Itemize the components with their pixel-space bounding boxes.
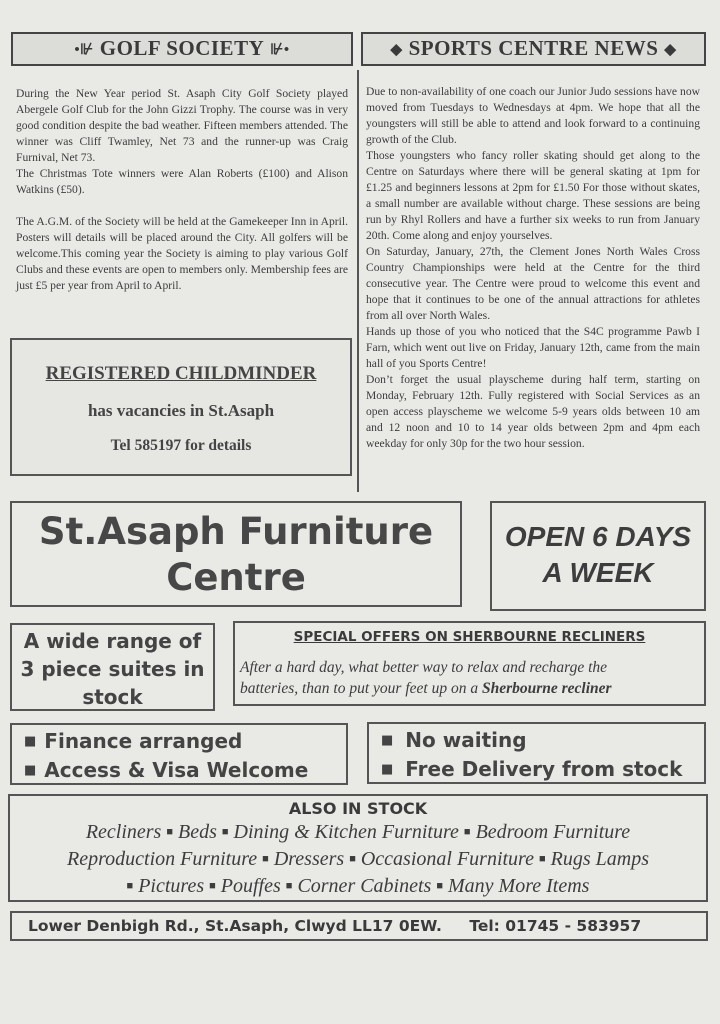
bullet-icon: ■ xyxy=(349,853,356,865)
special-offers-line-2 xyxy=(240,678,704,699)
sports-paragraph-1: Due to non-availability of one coach our Junior Judo sessions have now moved from Tuesdays to Wednesdays at 4pm. We hope that all the youngsters will still be able to attend and look forward to a continuing growth of the Club. xyxy=(366,85,700,146)
also-in-stock-box xyxy=(8,794,708,902)
range-line-3: stock xyxy=(82,685,143,709)
stock-item: Rugs Lamps xyxy=(550,848,649,870)
special-offers-line-2-text: batteries, than to put your feet up on a xyxy=(240,680,482,697)
bullet-icon: ■ xyxy=(436,880,443,892)
bullet-icon: ■ xyxy=(221,826,229,838)
sports-paragraph-2: Those youngsters who fancy roller skating should get along to the Centre on Saturdays where there will be general skating at 1pm for £1.25 and beginners lessons at 2pm for £1.50 For those without skates, a small number are available without charge. These sessions are being run by Rhyl Rollers and have a further six weeks to run from January 20th. Come along and enjoy yourselves. xyxy=(366,149,700,242)
access-visa-item xyxy=(24,756,346,785)
bullet-icon: ■ xyxy=(209,880,216,892)
address-text: Lower Denbigh Rd., St.Asaph, Clwyd LL17 0EW. xyxy=(28,917,442,935)
range-line-2: 3 piece suites in xyxy=(20,657,205,681)
sports-centre-header xyxy=(361,32,706,66)
sports-paragraph-5: Don’t forget the usual playscheme during half term, starting on Monday, February 12th. Fully registered with Social Services as an open access playscheme we welcome 5-9 years olds between 10 am and 12 noon and 10 to 14 year olds between 2pm and 4pm each weekday for only 30p for the two hour session. xyxy=(366,373,700,450)
stock-item: Pictures xyxy=(138,875,205,897)
diamond-left-icon: ◆ xyxy=(390,42,403,59)
sherbourne-recliner-text: Sherbourne recliner xyxy=(481,680,612,697)
ornament-right-icon: ⊮• xyxy=(270,42,290,59)
golf-article xyxy=(16,86,348,294)
stock-item: Occasional Furniture xyxy=(360,848,534,870)
stock-item: Many More Items xyxy=(448,875,590,897)
address-bar xyxy=(10,911,708,941)
suites-range-box xyxy=(10,623,215,711)
furniture-centre-title-box xyxy=(10,501,462,607)
golf-paragraph-3: The A.G.M. of the Society will be held at the Gamekeeper Inn in April. Posters will details will be placed around the City. All golfers will be welcome.This coming year the Society is aiming to play various Golf Clubs and these events are open to members only. Membership fees are just £5 per year from April to April. xyxy=(16,215,348,292)
column-divider xyxy=(357,70,359,492)
bullet-icon: ■ xyxy=(285,880,293,892)
stock-item: Dressers xyxy=(273,848,345,870)
childminder-title: REGISTERED CHILDMINDER xyxy=(45,363,317,384)
bullet-icon: ■ xyxy=(463,826,471,838)
bullet-icon: ■ xyxy=(24,763,37,778)
special-offers-line-1: After a hard day, what better way to relax and recharge the xyxy=(240,659,608,676)
golf-paragraph-2: The Christmas Tote winners were Alan Roberts (£100) and Alison Watkins (£50). xyxy=(16,167,348,196)
childminder-phone: Tel 585197 for details xyxy=(110,437,252,454)
bullet-icon: ■ xyxy=(381,762,394,777)
furniture-title-line-2: Centre xyxy=(166,556,306,599)
bullet-icon: ■ xyxy=(166,826,173,838)
stock-item: Reproduction Furniture xyxy=(67,848,258,870)
telephone-text: Tel: 01745 - 583957 xyxy=(469,917,642,935)
sports-centre-title: SPORTS CENTRE NEWS xyxy=(408,36,659,60)
range-line-1: A wide range of xyxy=(23,629,202,653)
stock-item: Bedroom Furniture xyxy=(475,821,631,843)
access-visa-label: Access & Visa Welcome xyxy=(44,758,309,782)
stock-item: Beds xyxy=(178,821,217,843)
stock-item: Dining & Kitchen Furniture xyxy=(233,821,459,843)
stock-item: Pouffes xyxy=(220,875,281,897)
stock-item: Recliners xyxy=(85,821,162,843)
no-waiting-label: No waiting xyxy=(405,728,527,752)
open-days-line-2: A WEEK xyxy=(542,557,654,588)
childminder-ad xyxy=(10,338,352,476)
open-days-line-1: OPEN 6 DAYS xyxy=(504,521,692,552)
free-delivery-item xyxy=(381,755,704,784)
stock-row-2 xyxy=(10,846,706,873)
bullet-icon: ■ xyxy=(538,853,546,865)
stock-item: Corner Cabinets xyxy=(297,875,432,897)
sports-paragraph-4: Hands up those of you who noticed that the S4C programme Pawb I Farn, which went out live on Friday, January 12th, came from the main hall of you Sports Centre! xyxy=(366,325,700,370)
childminder-vacancies: has vacancies in St.Asaph xyxy=(87,401,275,420)
bullet-icon: ■ xyxy=(262,853,269,865)
no-waiting-item xyxy=(381,726,704,755)
bullet-icon: ■ xyxy=(126,880,134,892)
free-delivery-label: Free Delivery from stock xyxy=(405,757,683,781)
bullet-icon: ■ xyxy=(24,734,37,749)
finance-box xyxy=(10,723,348,785)
sports-article xyxy=(366,84,700,452)
special-offers-box xyxy=(233,621,706,706)
furniture-title-line-1: St.Asaph Furniture xyxy=(38,510,434,553)
golf-society-header xyxy=(11,32,353,66)
special-offers-title: SPECIAL OFFERS ON SHERBOURNE RECLINERS xyxy=(293,629,646,645)
stock-row-3 xyxy=(10,873,706,900)
golf-society-title: GOLF SOCIETY xyxy=(99,36,265,60)
stock-row-1 xyxy=(10,819,706,846)
open-days-box xyxy=(490,501,706,611)
finance-label: Finance arranged xyxy=(44,729,243,753)
also-in-stock-title: ALSO IN STOCK xyxy=(288,799,428,818)
ornament-left-icon: •⊮ xyxy=(74,42,94,59)
sports-paragraph-3: On Saturday, January, 27th, the Clement Jones North Wales Cross Country Championships were held at the Centre for the third consecutive year. The Centre were proud to welcome this event and hope that it continues to be one of the annual attractions for athletes from all over North Wales. xyxy=(366,245,700,322)
golf-paragraph-1: During the New Year period St. Asaph City Golf Society played Abergele Golf Club for the John Gizzi Trophy. The course was in very good condition despite the bad weather. Fifteen members attended. The winner was Cliff Twamley, Net 73 and the runner-up was Craig Furnival, Net 73. xyxy=(16,87,348,164)
finance-item xyxy=(24,727,346,756)
diamond-right-icon: ◆ xyxy=(664,42,677,59)
bullet-icon: ■ xyxy=(381,733,394,748)
delivery-box xyxy=(367,722,706,784)
